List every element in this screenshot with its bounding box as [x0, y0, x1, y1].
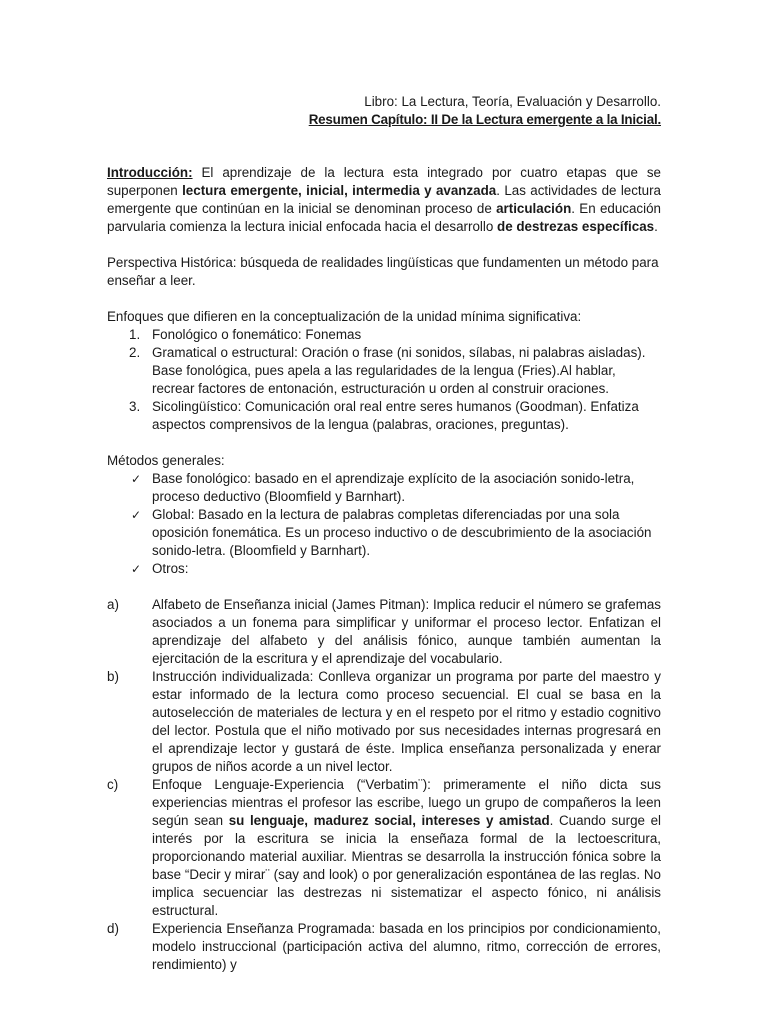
- intro-label: Introducción:: [107, 165, 193, 180]
- checkmark-icon: ✓: [131, 508, 142, 522]
- list-item: [107, 398, 661, 434]
- enfoques-intro: Enfoques que difieren en la conceptualización de la unidad mínima significativa:: [107, 309, 582, 324]
- checkmark-icon: ✓: [131, 472, 142, 486]
- list-item-text: Experiencia Enseñanza Programada: basada en los principios por condicionamiento, modelo instruccional (participación activa del alumno, ritmo, corrección de errores, rendimiento) y: [152, 921, 661, 972]
- list-item-text: Sicolingüístico: Comunicación oral real entre seres humanos (Goodman). Enfatiza aspectos comprensivos de la lengua (palabras, oraciones, preguntas).: [152, 399, 639, 432]
- intro-text-3: . En educación parvularia comienza la lectura inicial enfocada hacia el desarrollo: [107, 201, 661, 234]
- otros-list: [107, 596, 661, 974]
- list-number: 3.: [129, 399, 141, 414]
- intro-paragraph: [107, 164, 661, 236]
- list-item: [107, 470, 661, 506]
- list-item-text: . Cuando surge el interés por la escritura se inicia la enseñaza formal de la lectoescritura, proporcionando material auxiliar. Mientras se desarrolla la instrucción fónica sobre la base “Decir y mirar¨ (say and look) o por generalización espontánea de las reglas. No implica secuenciar las destrezas ni sistematizar el aspecto fónico, ni análisis estructural.: [152, 813, 661, 918]
- metodos-list: [107, 470, 661, 578]
- list-item: [107, 668, 661, 776]
- intro-bold-articulacion: articulación: [496, 201, 572, 216]
- document-body: [107, 164, 661, 974]
- list-item-text: Gramatical o estructural: Oración o frase (ni sonidos, sílabas, ni palabras aisladas). Base fonológica, pues apela a las regularidades de la lengua (Fries).Al hablar, recrear factores de entonación, estructuración u orden al construir oraciones.: [152, 345, 646, 396]
- chapter-summary-title: Resumen Capítulo: II De la Lectura emergente a la Inicial.: [308, 112, 661, 127]
- list-item-text: Base fonológico: basado en el aprendizaje explícito de la asociación sonido-letra, proceso deductivo (Bloomfield y Barnhart).: [152, 471, 635, 504]
- intro-bold-destrezas: de destrezas específicas: [497, 219, 655, 234]
- list-item: [107, 326, 661, 344]
- list-number: 2.: [129, 345, 141, 360]
- list-item-text: Fonológico o fonemático: Fonemas: [152, 327, 362, 342]
- list-item: [107, 776, 661, 920]
- list-item-text: Alfabeto de Enseñanza inicial (James Pitman): Implica reducir el número se grafemas asociados a un fonema para simplificar y uniformar el proceso lector. Enfatizan el aprendizaje del alfabeto y del análisis fónico, aunque también aumentan la ejercitación de la escritura y el aprendizaje del vocabulario.: [152, 597, 661, 666]
- list-item-text: Enfoque Lenguaje-Experiencia (“Verbatim¨): primeramente el niño dicta sus experiencias mientras el profesor las escribe, luego un grupo de compañeros la leen según sean: [152, 777, 661, 828]
- document-header: [309, 93, 661, 129]
- book-title: Libro: La Lectura, Teoría, Evaluación y Desarrollo.: [364, 94, 661, 109]
- enfoques-list: [107, 326, 661, 434]
- list-letter: b): [107, 669, 119, 684]
- list-item: [107, 920, 661, 974]
- list-item-text: Otros:: [152, 561, 189, 576]
- list-letter: a): [107, 597, 119, 612]
- list-item-text: Global: Basado en la lectura de palabras completas diferenciadas por una sola oposición fonemática. Es un proceso inductivo o de descubrimiento de la asociación sonido-letra. (Bloomfield y Barnhart).: [152, 507, 652, 558]
- list-letter: c): [107, 777, 119, 792]
- checkmark-icon: ✓: [131, 562, 142, 576]
- list-item-text: Instrucción individualizada: Conlleva organizar un programa por parte del maestro y estar informado de la lectura como proceso secuencial. El cual se basa en la autoselección de materiales de lectura y en el respeto por el ritmo y estadio cognitivo del lector. Postula que el niño motivado por sus necesidades internas progresará en el aprendizaje lector y gustará de éste. Implica enseñanza personalizada y enerar grupos de niños acorde a un nivel lector.: [152, 669, 661, 774]
- list-item: [107, 344, 661, 398]
- intro-text-2: . Las actividades de lectura emergente que continúan en la inicial se denominan proceso de: [107, 183, 662, 216]
- intro-bold-stages: lectura emergente, inicial, intermedia y avanzada: [182, 183, 497, 198]
- metodos-title: Métodos generales:: [107, 453, 225, 468]
- list-item: [107, 596, 661, 668]
- list-letter: d): [107, 921, 119, 936]
- list-number: 1.: [129, 327, 141, 342]
- list-item-bold: su lenguaje, madurez social, intereses y amistad: [228, 813, 550, 828]
- intro-text-4: .: [654, 219, 658, 234]
- intro-text-1: El aprendizaje de la lectura esta integrado por cuatro etapas que se superponen: [107, 165, 661, 198]
- perspectiva-paragraph: Perspectiva Histórica: búsqueda de realidades lingüísticas que fundamenten un método para enseñar a leer.: [107, 255, 659, 288]
- list-item: [107, 506, 661, 560]
- list-item: [107, 560, 661, 578]
